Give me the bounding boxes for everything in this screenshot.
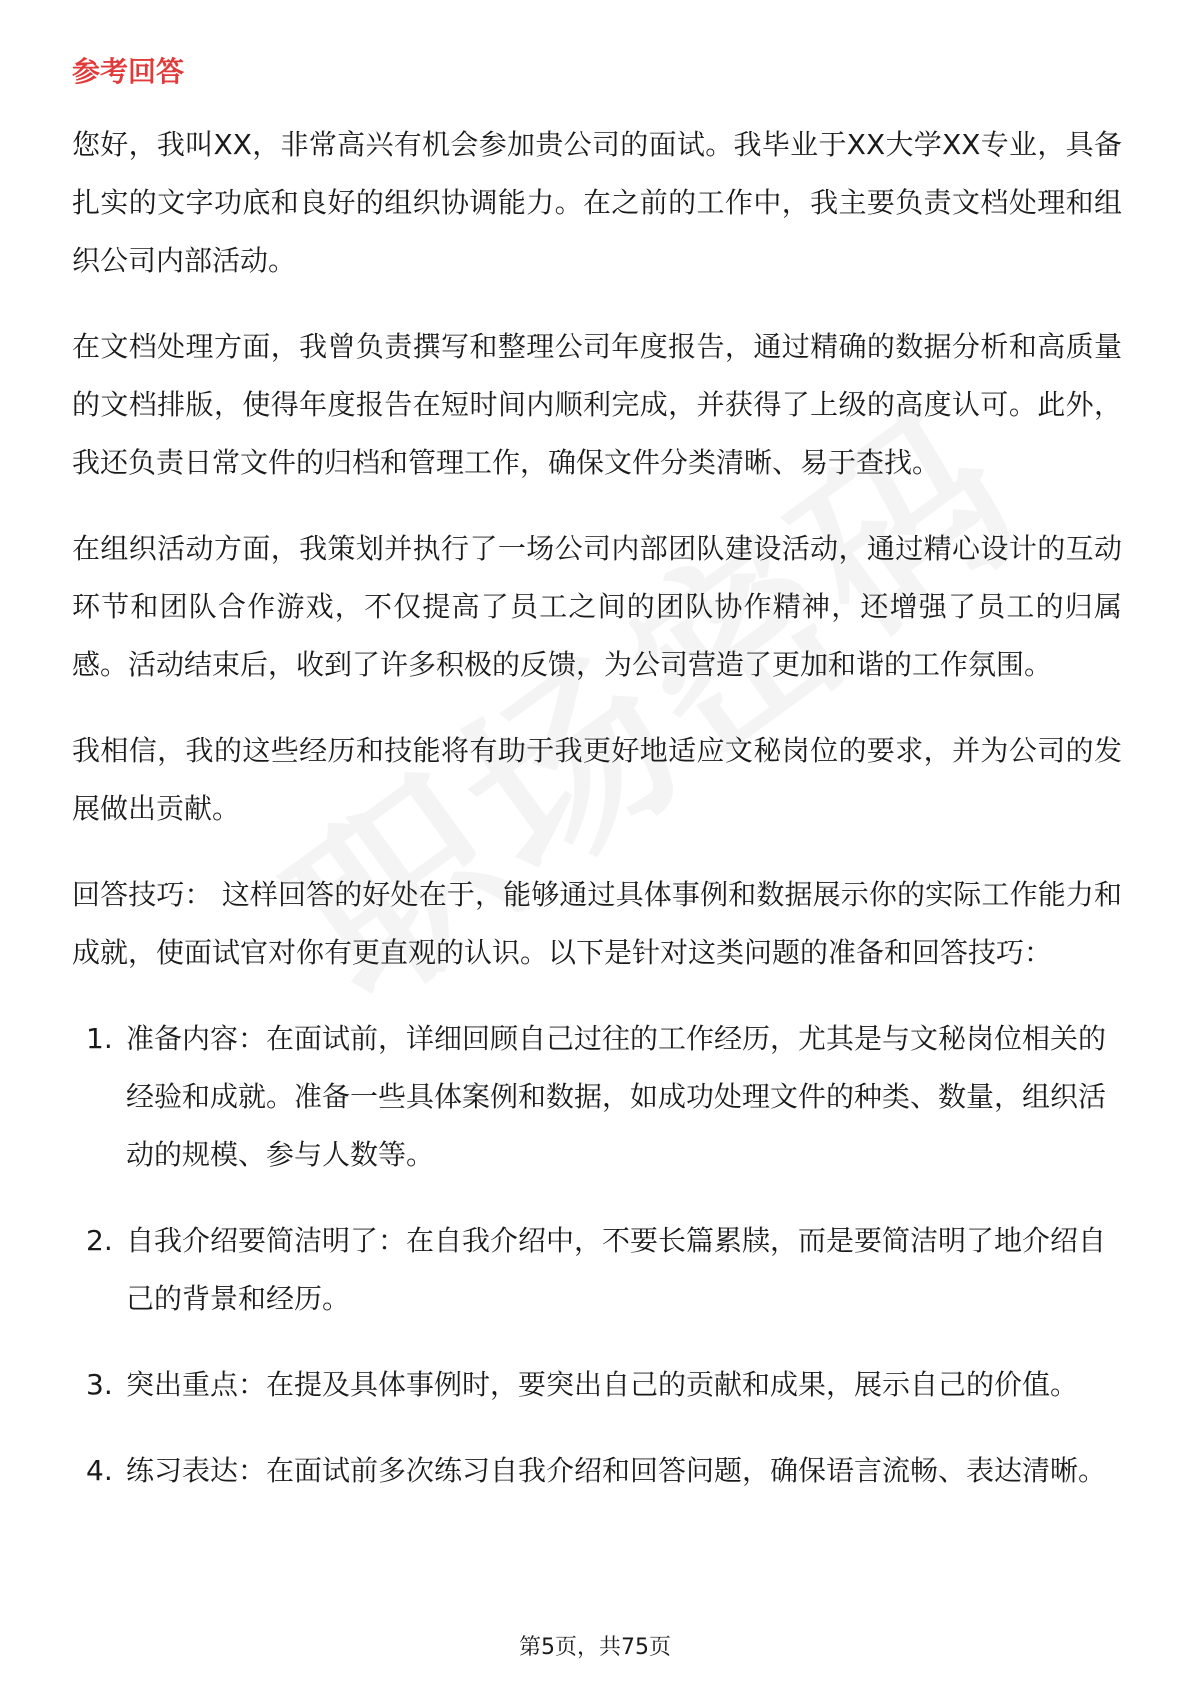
list-item <box>72 1442 1122 1500</box>
list-item-text: 准备内容：在面试前，详细回顾自己过往的工作经历，尤其是与文秘岗位相关的经验和成就。准备一些具体案例和数据，如成功处理文件的种类、数量，组织活动的规模、参与人数等。 <box>126 1022 1107 1171</box>
list-item <box>72 1356 1122 1414</box>
list-item <box>72 1212 1122 1328</box>
list-item <box>72 1010 1122 1184</box>
list-item-number: 4. <box>86 1454 113 1487</box>
paragraph-answer-tips: 回答技巧： 这样回答的好处在于，能够通过具体事例和数据展示你的实际工作能力和成就，使面试官对你有更直观的认识。以下是针对这类问题的准备和回答技巧： <box>72 878 1122 969</box>
page-content <box>72 48 1122 1528</box>
list-item-text: 自我介绍要简洁明了：在自我介绍中，不要长篇累牍，而是要简洁明了地介绍自己的背景和经历。 <box>126 1224 1107 1315</box>
page-number-footer: 第5页，共75页 <box>519 1635 671 1660</box>
tips-list <box>72 1010 1122 1500</box>
list-item-number: 1. <box>86 1022 113 1055</box>
paragraph-organizing-activities: 在组织活动方面，我策划并执行了一场公司内部团队建设活动，通过精心设计的互动环节和团队合作游戏，不仅提高了员工之间的团队协作精神，还增强了员工的归属感。活动结束后，收到了许多积极的反馈，为公司营造了更加和谐的工作氛围。 <box>72 532 1122 681</box>
paragraph-document-processing: 在文档处理方面，我曾负责撰写和整理公司年度报告，通过精确的数据分析和高质量的文档排版，使得年度报告在短时间内顺利完成，并获得了上级的高度认可。此外，我还负责日常文件的归档和管理工作，确保文件分类清晰、易于查找。 <box>72 330 1122 479</box>
paragraph-conclusion: 我相信，我的这些经历和技能将有助于我更好地适应文秘岗位的要求，并为公司的发展做出贡献。 <box>72 734 1122 825</box>
paragraph-intro: 您好，我叫XX，非常高兴有机会参加贵公司的面试。我毕业于XX大学XX专业，具备扎实的文字功底和良好的组织协调能力。在之前的工作中，我主要负责文档处理和组织公司内部活动。 <box>72 128 1122 277</box>
list-item-text: 突出重点：在提及具体事例时，要突出自己的贡献和成果，展示自己的价值。 <box>126 1368 1079 1401</box>
list-item-number: 3. <box>86 1368 113 1401</box>
section-title: 参考回答 <box>72 55 185 88</box>
list-item-number: 2. <box>86 1224 113 1257</box>
list-item-text: 练习表达：在面试前多次练习自我介绍和回答问题，确保语言流畅、表达清晰。 <box>126 1454 1107 1487</box>
